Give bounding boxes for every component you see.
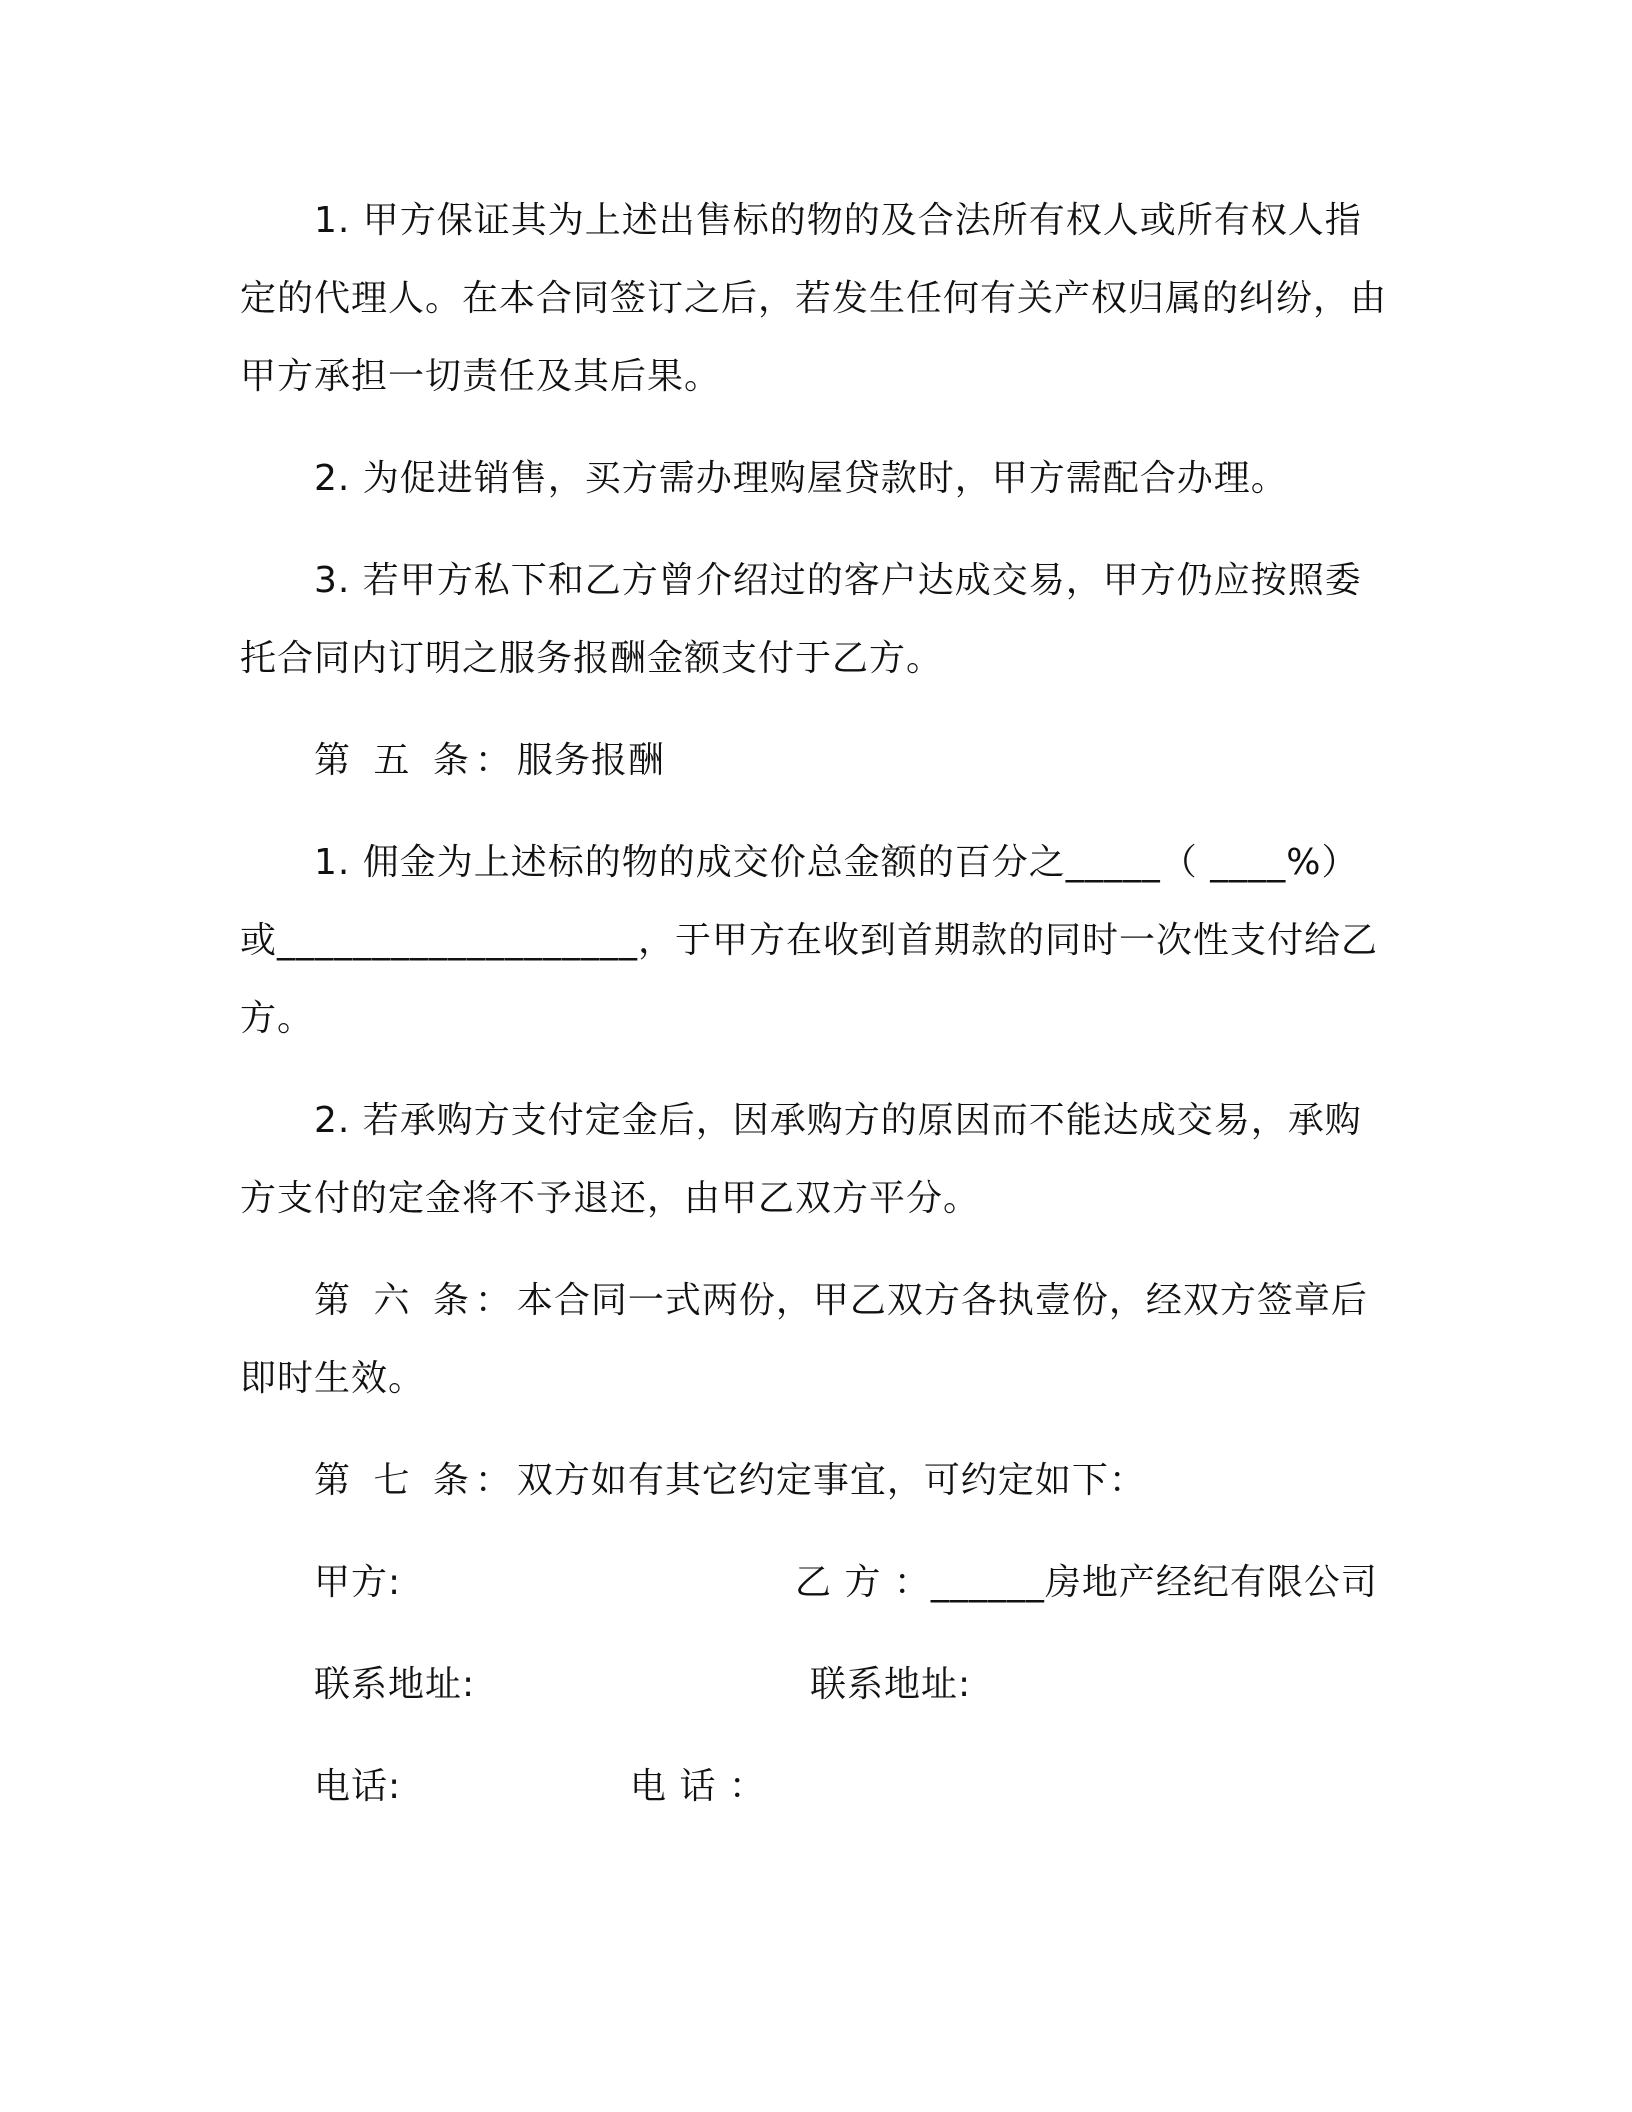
- party-b-label: 乙 方 ：______房地产经纪有限公司: [795, 1562, 1378, 1603]
- address-a-label: 联系地址:: [314, 1664, 476, 1705]
- paragraph-3: 3. 若甲方私下和乙方曾介绍过的客户达成交易，甲方仍应按照委托合同内订明之服务报酬金额支付于乙方。: [240, 560, 1362, 679]
- signature-row-phone: [240, 1748, 1390, 1826]
- signature-row-address: [240, 1646, 1390, 1724]
- article-6-text: 本合同一式两份，甲乙双方各执壹份，经双方签章后即时生效。: [240, 1280, 1368, 1399]
- article-6-paragraph: [240, 1262, 1390, 1418]
- article-6-label: 第 六 条：: [314, 1280, 517, 1321]
- article-7-heading: [240, 1442, 1390, 1520]
- article-7-label: 第 七 条：: [314, 1460, 517, 1501]
- paragraph-2: 2. 为促进销售，买方需办理购屋贷款时，甲方需配合办理。: [314, 458, 1288, 499]
- article-5-label: 第 五 条：: [314, 740, 517, 781]
- article-7-text: 双方如有其它约定事宜，可约定如下：: [516, 1460, 1146, 1501]
- phone-b-label: 电 话 ：: [630, 1766, 766, 1807]
- party-a-label: 甲方:: [314, 1562, 402, 1603]
- phone-a-label: 电话:: [314, 1766, 402, 1807]
- article-5-item-2: 2. 若承购方支付定金后，因承购方的原因而不能达成交易，承购方支付的定金将不予退还，由甲乙双方平分。: [240, 1100, 1362, 1219]
- article-5-heading: [240, 722, 1390, 800]
- paragraph-1: 1. 甲方保证其为上述出售标的物的及合法所有权人或所有权人指定的代理人。在本合同签订之后，若发生任何有关产权归属的纠纷，由甲方承担一切责任及其后果。: [240, 200, 1388, 397]
- article-5-item-1: 1. 佣金为上述标的物的成交价总金额的百分之_____（ ____%）或___________________，于甲方在收到首期款的同时一次性支付给乙方。: [240, 842, 1379, 1039]
- address-b-label: 联系地址:: [810, 1664, 972, 1705]
- article-5-title: 服务报酬: [516, 740, 665, 781]
- signature-row-party: [240, 1544, 1390, 1622]
- document-content: [240, 182, 1390, 1850]
